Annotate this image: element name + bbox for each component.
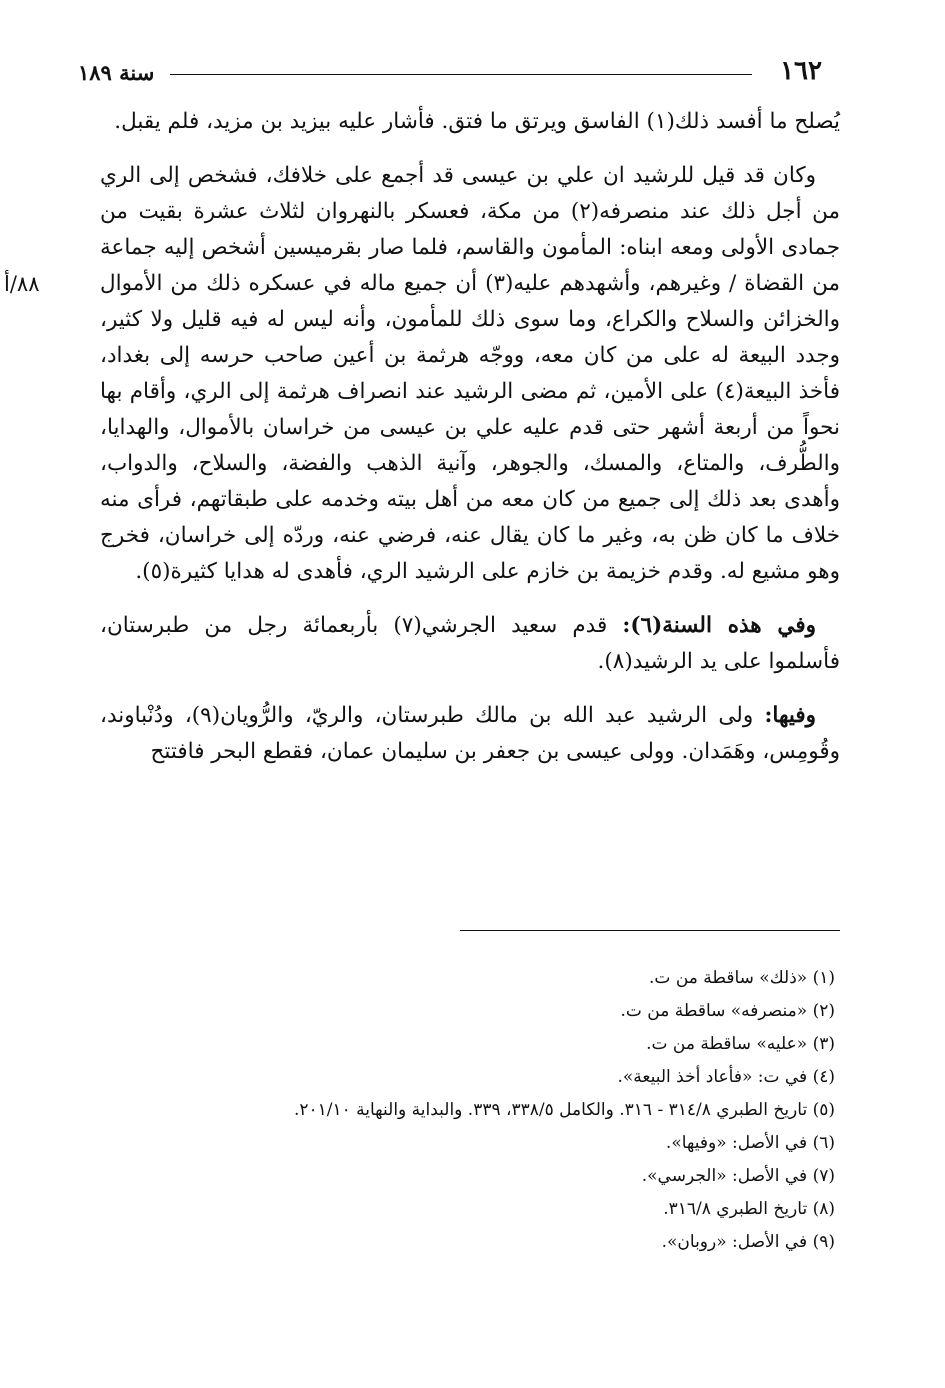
paragraph-lead: وفي هذه السنة(٦):: [622, 613, 816, 638]
paragraph-text: ولى الرشيد عبد الله بن مالك طبرستان، والريّ، والرُّويان(٩)، ودُنْباوند، وقُومِس، وهَمَدان. وولى عيسى بن جعفر بن سليمان عمان، فقطع البحر فافتتح: [100, 703, 840, 764]
paragraph-text: وكان قد قيل للرشيد ان علي بن عيسى قد أجمع على خلافك، فشخص إلى الري من أجل ذلك عند منصرفه(٢) من مكة، فعسكر بالنهروان لثلاث عشرة بقيت من جمادى الأولى ومعه ابناه: المأمون والقاسم، فلما صار بقرميسين أشخص إليه جماعة من القضاة / وغيرهم، وأشهدهم عليه(٣) أن جميع ماله في عسكره ذلك من الأموال والخزائن والسلاح والكراع، وما سوى ذلك للمأمون، وأنه ليس له فيه قليل ولا كثير، وجدد البيعة له على من كان معه، ووجّه هرثمة بن أعين صاحب حرسه إلى بغداد، فأخذ البيعة(٤) على الأمين، ثم مضى الرشيد عند انصراف هرثمة إلى الري، وأقام بها نحواً من أربعة أشهر حتى قدم عليه علي بن عيسى من خراسان بالأموال، والهدايا، والطُّرف، والمتاع، والمسك، والجوهر، وآنية الذهب والفضة، والسلاح، والدواب، وأهدى بعد ذلك إلى جميع من كان معه من أهل بيته وخدمه على طبقاتهم، فرأى منه خلاف ما كان ظن به، وغير ما كان يقال عنه، فرضي عنه، وردّه إلى خراسان، فخرج وهو مشيع له. وقدم خزيمة بن خازم على الرشيد الري، فأهدى له هدايا كثيرة(٥).: [100, 163, 840, 584]
main-text: [4, 104, 840, 788]
footnote-item: (٢) «منصرفه» ساقطة من ت.: [620, 1001, 835, 1021]
footnote-item: (١) «ذلك» ساقطة من ت.: [649, 968, 835, 988]
footnote-item: (٥) تاريخ الطبري ٣١٤/٨ - ٣١٦. والكامل ٣٣٨/٥، ٣٣٩. والبداية والنهاية ٢٠١/١٠.: [293, 1100, 835, 1120]
manuscript-folio-note: ٨٨/أ: [4, 272, 40, 296]
footnote-item: (٤) في ت: «فأعاد أخذ البيعة».: [617, 1067, 835, 1087]
footnote-rule: [460, 930, 840, 931]
footnote-item: (٣) «عليه» ساقطة من ت.: [646, 1034, 835, 1054]
footnotes: [100, 962, 835, 1259]
paragraph-2: [4, 158, 840, 590]
footnote-item: (٦) في الأصل: «وفيها».: [665, 1133, 835, 1153]
paragraph-lead: وفيها:: [764, 703, 816, 728]
page-header: [78, 52, 822, 92]
footnote-item: (٨) تاريخ الطبري ٣١٦/٨.: [663, 1199, 835, 1219]
page-number: ١٦٢: [780, 56, 822, 86]
paragraph-text: يُصلح ما أفسد ذلك(١) الفاسق ويرتق ما فتق. فأشار عليه بيزيد بن مزيد، فلم يقبل.: [114, 109, 840, 134]
running-head: سنة ١٨٩: [78, 60, 155, 85]
paragraph-1: [100, 104, 840, 140]
paragraph-text: قدم سعيد الجرشي(٧) بأربعمائة رجل من طبرستان، فأسلموا على يد الرشيد(٨).: [100, 613, 840, 674]
footnote-item: (٩) في الأصل: «روبان».: [661, 1232, 835, 1252]
header-rule: [170, 74, 752, 75]
paragraph-3: [100, 608, 840, 680]
paragraph-4: [100, 698, 840, 770]
footnote-item: (٧) في الأصل: «الجرسي».: [641, 1166, 835, 1186]
